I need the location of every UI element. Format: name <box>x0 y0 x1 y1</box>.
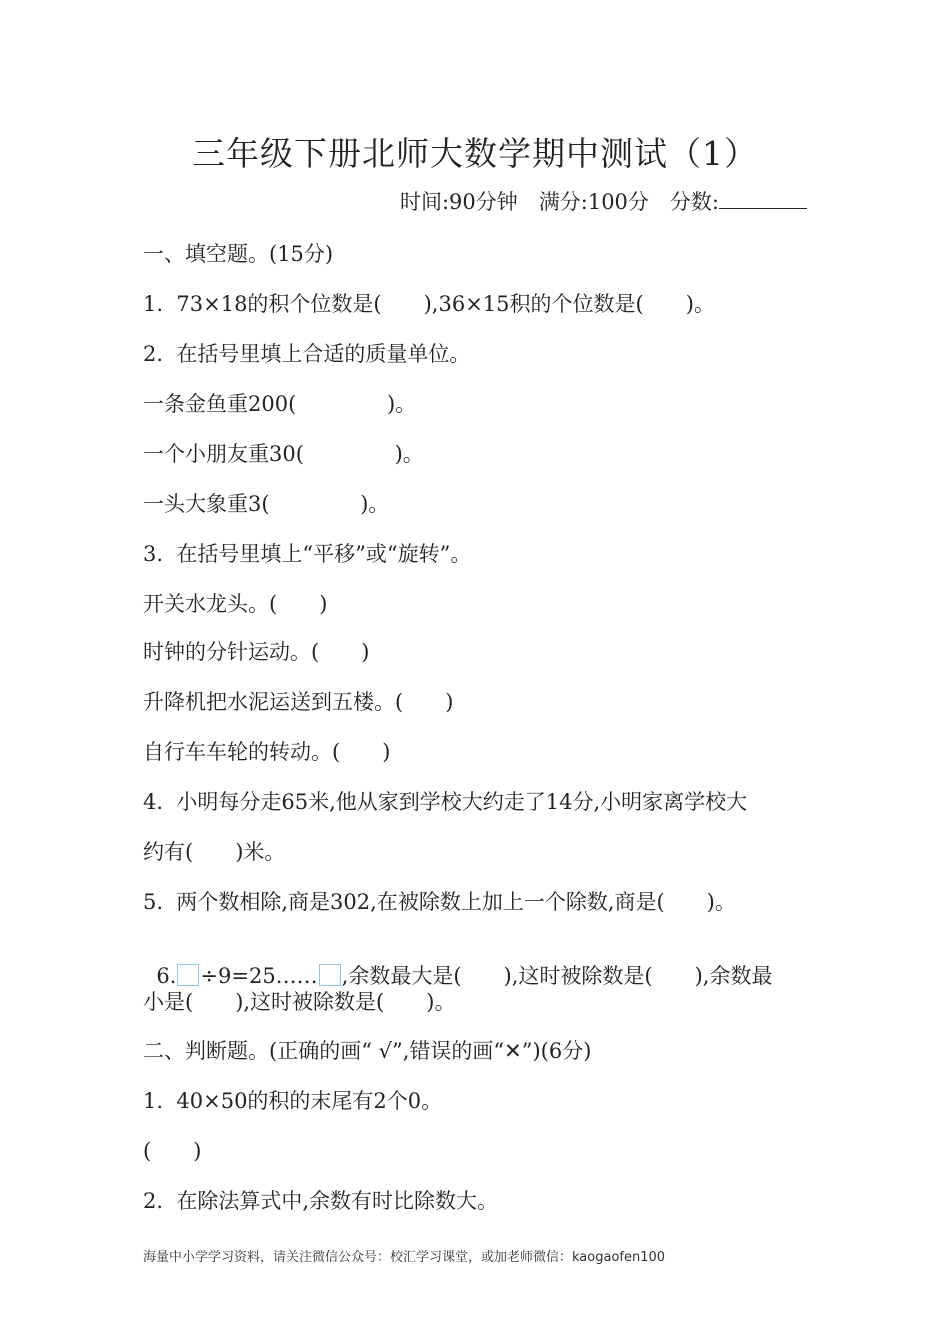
question-line: 3. 在括号里填上“平移”或“旋转”。 <box>143 542 472 566</box>
question-line: 开关水龙头。( ) <box>143 592 328 616</box>
blank-box <box>177 964 199 986</box>
question-6-line <box>143 936 772 990</box>
question-line: 4. 小明每分走65米,他从家到学校大约走了14分,小明家离学校大 <box>143 790 748 814</box>
question-line: 1. 40×50的积的末尾有2个0。 <box>143 1089 443 1113</box>
question-line: 一个小朋友重30( )。 <box>143 442 424 466</box>
question-line: 1. 73×18的积个位数是( ),36×15积的个位数是( )。 <box>143 292 715 316</box>
section-heading-judge: 二、判断题。(正确的画“ √”,错误的画“✕”)(6分) <box>143 1039 592 1063</box>
question-line: 时钟的分针运动。( ) <box>143 640 370 664</box>
q6-suffix: ,余数最大是( ),这时被除数是( ),余数最 <box>341 964 773 988</box>
question-line: 小是( ),这时被除数是( )。 <box>143 990 456 1014</box>
exam-meta <box>400 186 807 216</box>
section-heading-fill: 一、填空题。(15分) <box>143 242 334 266</box>
question-line: 一条金鱼重200( )。 <box>143 392 417 416</box>
question-line: 一头大象重3( )。 <box>143 492 390 516</box>
question-line: 升降机把水泥运送到五楼。( ) <box>143 690 454 714</box>
footer-note: 海量中小学学习资料，请关注微信公众号：校汇学习课堂，或加老师微信：kaogaofen100 <box>143 1250 666 1265</box>
answer-parentheses: ( ) <box>143 1139 202 1163</box>
score-blank <box>719 190 807 209</box>
question-line: 自行车车轮的转动。( ) <box>143 740 391 764</box>
question-line: 5. 两个数相除,商是302,在被除数上加上一个除数,商是( )。 <box>143 890 736 914</box>
blank-box <box>319 964 341 986</box>
exam-meta-text: 时间:90分钟 满分:100分 分数: <box>399 190 719 214</box>
question-line: 2. 在除法算式中,余数有时比除数大。 <box>143 1189 499 1213</box>
q6-prefix: 6. <box>156 964 177 988</box>
page-title: 三年级下册北师大数学期中测试（1） <box>192 134 758 173</box>
question-line: 约有( )米。 <box>143 840 286 864</box>
q6-middle: ÷9=25…… <box>200 964 318 988</box>
question-line: 2. 在括号里填上合适的质量单位。 <box>143 342 471 366</box>
